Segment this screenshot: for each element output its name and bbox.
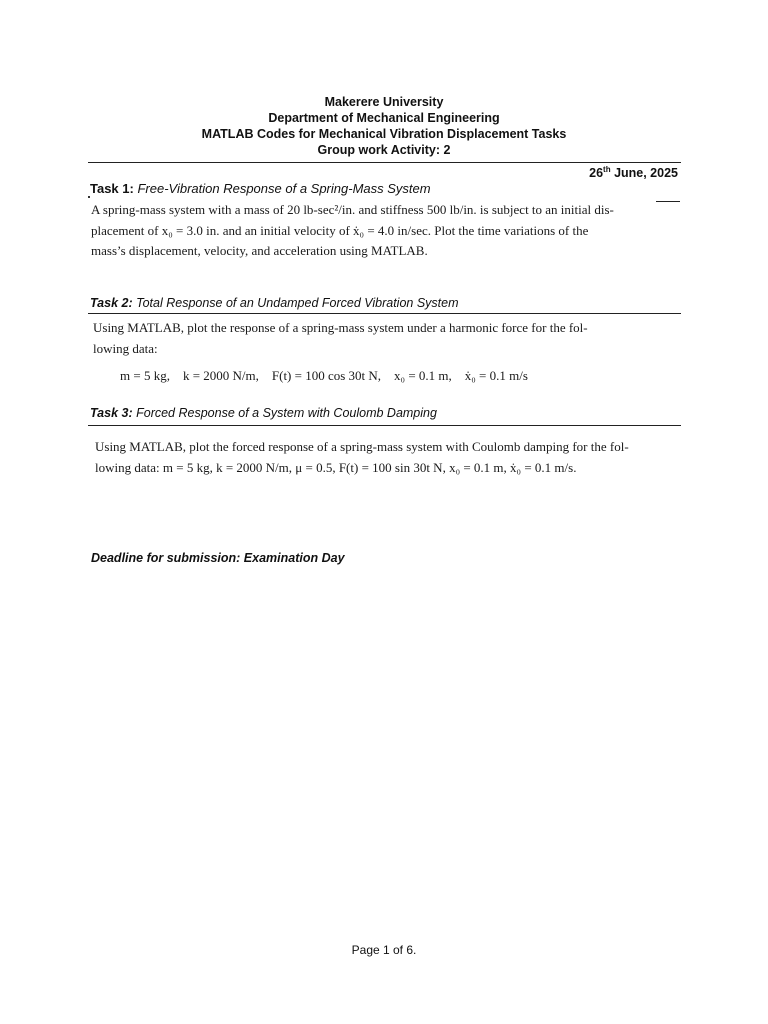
task1-line2: placement of x₀ = 3.0 in. and an initial velocity of ẋ₀ = 4.0 in/sec. Plot the time variations of the xyxy=(91,222,589,238)
date-label xyxy=(589,165,678,180)
short-divider xyxy=(656,201,680,202)
activity-title: Group work Activity: 2 xyxy=(317,143,451,157)
university-name: Makerere University xyxy=(324,95,444,109)
stray-mark xyxy=(88,196,90,198)
task2-body xyxy=(93,318,588,359)
document-header xyxy=(0,94,768,158)
task2-equation: m = 5 kg, k = 2000 N/m, F(t) = 100 cos 30t N, x₀ = 0.1 m, ẋ₀ = 0.1 m/s xyxy=(120,368,528,383)
date-rest: June, 2025 xyxy=(610,166,678,181)
task3-title: Forced Response of a System with Coulomb Damping xyxy=(136,406,437,420)
task2-divider xyxy=(88,313,681,314)
task3-divider xyxy=(88,425,681,426)
course-title: MATLAB Codes for Mechanical Vibration Displacement Tasks xyxy=(201,127,567,141)
task3-line1: Using MATLAB, plot the forced response of a spring-mass system with Coulomb damping for the fol- xyxy=(95,439,629,454)
date-day: 26 xyxy=(589,166,604,181)
task2-heading xyxy=(90,296,459,310)
task1-line1: A spring-mass system with a mass of 20 lb-sec²/in. and stiffness 500 lb/in. is subject to an initial dis- xyxy=(91,202,614,217)
task3-line2: lowing data: m = 5 kg, k = 2000 N/m, μ = 0.5, F(t) = 100 sin 30t N, x₀ = 0.1 m, ẋ₀ = 0.1 m/s. xyxy=(95,459,577,475)
page-number: Page 1 of 6. xyxy=(351,943,417,957)
task2-title: Total Response of an Undamped Forced Vibration System xyxy=(136,296,459,310)
date-suffix: th xyxy=(603,165,611,174)
task1-heading xyxy=(90,181,431,196)
task2-label: Task 2: xyxy=(90,296,133,310)
task1-body xyxy=(91,200,614,262)
task1-line3: mass’s displacement, velocity, and acceleration using MATLAB. xyxy=(91,243,428,258)
task3-label: Task 3: xyxy=(90,406,133,420)
task1-label: Task 1: xyxy=(90,181,134,196)
task2-line1: Using MATLAB, plot the response of a spring-mass system under a harmonic force for the fol- xyxy=(93,320,588,335)
task3-body xyxy=(95,437,629,478)
deadline-note: Deadline for submission: Examination Day xyxy=(91,551,345,565)
task3-heading xyxy=(90,406,437,420)
header-divider xyxy=(88,162,681,163)
department-name: Department of Mechanical Engineering xyxy=(268,111,500,125)
task2-line2: lowing data: xyxy=(93,340,158,356)
task1-title: Free-Vibration Response of a Spring-Mass System xyxy=(137,181,431,196)
